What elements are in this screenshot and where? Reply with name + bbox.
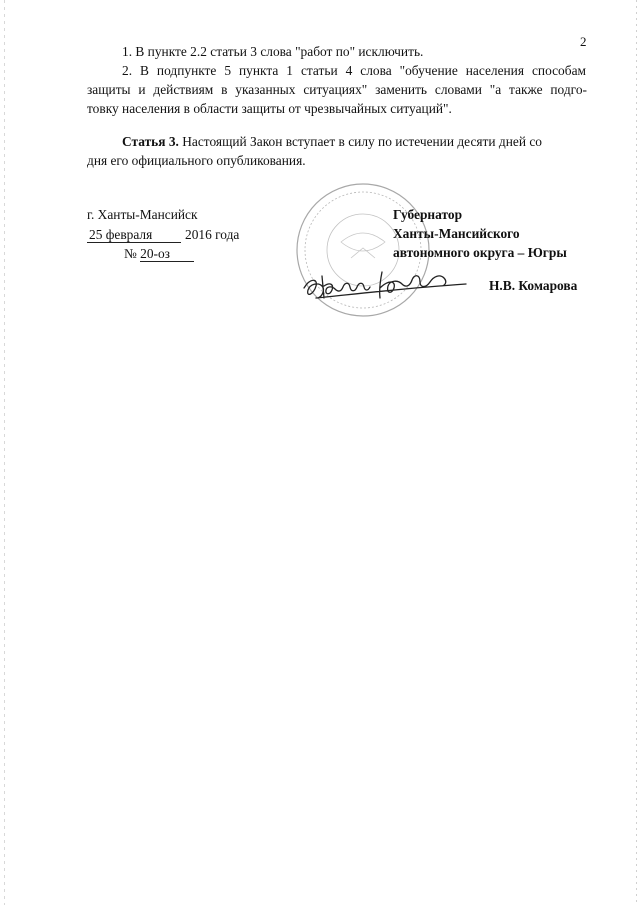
paragraph-2-line-1: 2. В подпункте 5 пункта 1 статьи 4 слова "обучение населения способам [122, 63, 586, 78]
number-prefix: № [124, 246, 137, 261]
paragraph-2-line-3: товку населения в области защиты от чрезвычайных ситуаций". [87, 101, 452, 116]
article-3-line-1 [122, 132, 588, 151]
footer-city: г. Ханты-Мансийск [87, 207, 198, 222]
date-field: 25 февраля [87, 227, 181, 243]
handwritten-signature [296, 258, 476, 308]
footer-date-line [87, 225, 239, 244]
scan-edge-right [636, 0, 637, 905]
paragraph-2-line-2: защиты и действиям в указанных ситуациях" заменить словами "а также подго- [87, 82, 587, 97]
governor-title-line-1: Губернатор [393, 207, 463, 222]
governor-title-line-3: автономного округа – Югры [393, 245, 567, 260]
paragraph-1: 1. В пункте 2.2 статьи 3 слова "работ по" исключить. [122, 44, 424, 59]
page-number: 2 [580, 34, 587, 49]
governor-name: Н.В. Комарова [489, 278, 578, 293]
scan-edge-left [4, 0, 5, 905]
footer-number-line [124, 244, 194, 263]
article-3-text: Настоящий Закон вступает в силу по истечении десяти дней со [178, 134, 542, 149]
year-text: 2016 года [185, 227, 240, 242]
governor-title-line-2: Ханты-Мансийского [393, 226, 520, 241]
number-field: 20-оз [140, 246, 194, 262]
article-3-title: Статья 3. [122, 134, 179, 149]
article-3-line-2: дня его официального опубликования. [87, 153, 306, 168]
